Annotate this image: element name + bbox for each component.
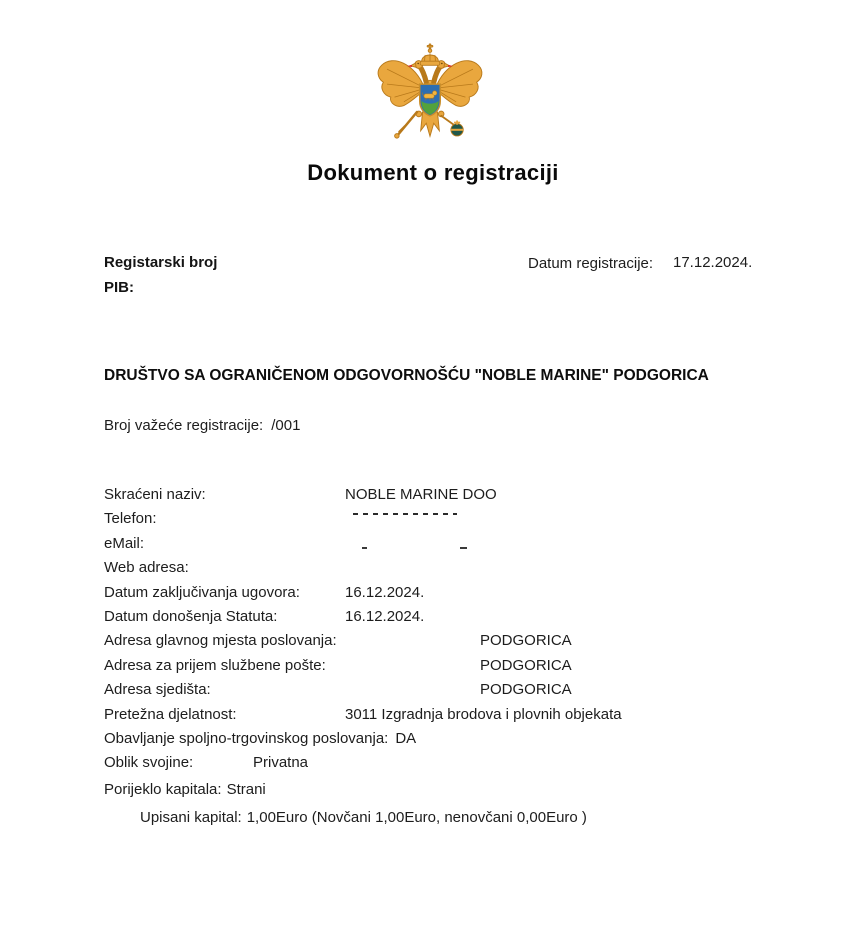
field-row-email: [104, 532, 804, 556]
field-label: Adresa glavnog mjesta poslovanja:: [104, 632, 337, 650]
field-label: Obavljanje spoljno-trgovinskog poslovanja:: [104, 730, 389, 748]
field-value: DA: [395, 730, 417, 748]
datum-registracije-label: Datum registracije:: [528, 255, 654, 272]
field-label: Web adresa:: [104, 559, 189, 577]
field-value: 3011 Izgradnja brodova i plovnih objekata: [345, 705, 622, 723]
field-value: Privatna: [253, 754, 309, 772]
field-row-datum-statuta: [104, 605, 804, 629]
field-row-adresa-glavnog-mjesta: [104, 629, 804, 653]
redacted-value-marks: [460, 547, 467, 549]
field-row-datum-ugovora: [104, 581, 804, 605]
coat-of-arms-montenegro-icon: [374, 40, 486, 158]
field-label: Adresa sjedišta:: [104, 681, 211, 699]
field-label: Skraćeni naziv:: [104, 486, 206, 503]
field-label: Adresa za prijem službene pošte:: [104, 656, 326, 674]
company-name-heading: DRUŠTVO SA OGRANIČENOM ODGOVORNOŠĆU "NOBLE MARINE" PODGORICA: [104, 367, 709, 384]
redacted-value-marks: [353, 513, 457, 515]
field-label: Pretežna djelatnost:: [104, 705, 237, 723]
field-row-pretezna-djelatnost: [104, 703, 804, 727]
broj-vazece-registracije-row: [104, 417, 300, 434]
field-value: 16.12.2024.: [345, 583, 425, 601]
field-value: PODGORICA: [480, 656, 572, 674]
field-value: 1,00Euro (Novčani 1,00Euro, nenovčani 0,00Euro ): [246, 809, 587, 827]
field-row-adresa-sjedista: [104, 678, 804, 702]
field-label: Oblik svojine:: [104, 754, 194, 772]
broj-vazece-value: /001: [271, 417, 301, 434]
field-row-upisani-kapital: [104, 806, 804, 830]
field-row-skraceni-naziv: [104, 483, 804, 507]
field-label: Telefon:: [104, 510, 157, 528]
field-label: Upisani kapital:: [140, 809, 242, 827]
field-value: 16.12.2024.: [345, 608, 425, 626]
field-row-obavljanje-spoljno: [104, 727, 804, 751]
registarski-broj-label: Registarski broj: [104, 254, 218, 271]
field-label: eMail:: [104, 534, 145, 552]
broj-vazece-label: Broj važeće registracije:: [104, 417, 264, 434]
field-row-porijeklo-kapitala: [104, 778, 804, 802]
field-label: Datum zaključivanja ugovora:: [104, 583, 300, 601]
field-row-telefon: [104, 507, 804, 531]
field-label: Porijeklo kapitala:: [104, 780, 222, 798]
field-value: Strani: [226, 780, 266, 798]
field-row-web-adresa: [104, 556, 804, 580]
field-value: NOBLE MARINE DOO: [345, 486, 497, 503]
fields-section: [104, 483, 804, 831]
field-row-oblik-svojine: [104, 751, 804, 775]
redacted-value-marks: [362, 547, 367, 549]
datum-registracije-value: 17.12.2024.: [673, 254, 753, 271]
field-row-adresa-poste: [104, 654, 804, 678]
field-value: PODGORICA: [480, 632, 572, 650]
field-label: Datum donošenja Statuta:: [104, 608, 278, 626]
page-title: Dokument o registraciji: [307, 160, 559, 185]
pib-label: PIB:: [104, 279, 134, 296]
field-value: PODGORICA: [480, 681, 572, 699]
